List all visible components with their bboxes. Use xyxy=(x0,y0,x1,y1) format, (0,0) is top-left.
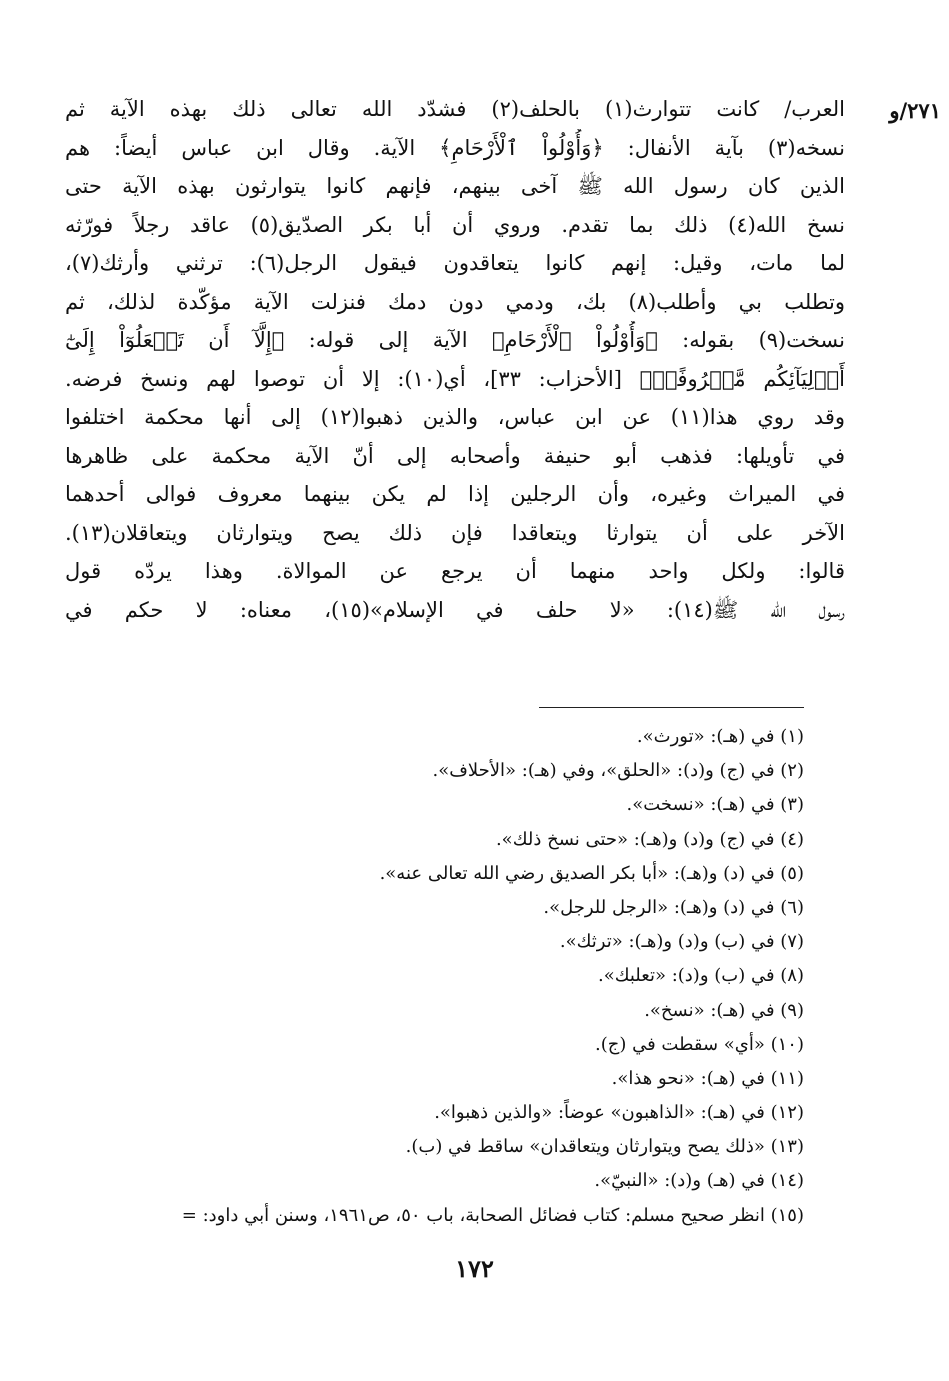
text-line: نسخ الله(٤) ذلك بما تقدم. وروي أن أبا بكر الصدّيق(٥) عاقد رجلاً فورّثه xyxy=(65,212,845,237)
footnote-separator xyxy=(539,707,804,708)
text-line: قالوا: ولكل واحد منهما أن يرجع عن الموالاة. وهذا يردّه قول xyxy=(65,559,845,583)
footnote: (١٢) في (هـ): «الذاهبون» عوضاً: «والذين ذهبوا». xyxy=(434,1102,804,1124)
footnote: (٣) في (هـ): «نسخت». xyxy=(626,794,804,816)
footnote: (١٤) في (هـ) و(د): «النبيّ». xyxy=(594,1170,804,1192)
text-line: الذين كان رسول الله ﷺ آخى بينهم، فإنهم كانوا يتوارثون بهذه الآية حتى xyxy=(65,174,845,198)
footnote: (٢) في (ج) و(د): «الحلق»، وفي (هـ): «الأحلاف». xyxy=(432,760,804,782)
footnote: (١٣) «ذلك يصح ويتوارثان ويتعاقدان» ساقط في (ب). xyxy=(405,1136,804,1158)
text-line: وتطلب بي وأطلب(٨) بك، ودمي دون دمك فنزلت الآية مؤكّدة لذلك، ثم xyxy=(65,289,845,314)
footnote: (٨) في (ب) و(د): «تعلبك». xyxy=(597,965,804,987)
text-line: نسخت(٩) بقوله: ﴿وَأُوْلُواْ ٱلْأَرْحَامِ﴾ الآية إلى قوله: ﴿إِلَّآ أَن تَفۡعَلُوٓاْ إِلَىٰٓ xyxy=(65,328,845,352)
text-line: في الميراث وغيره، وأن الرجلين إذا لم يكن بينهما معروف فوالى أحدهما xyxy=(65,482,845,506)
text-line: لما مات، وقيل: إنهم كانوا يتعاقدون فيقول الرجل(٦): ترثني وأرثك(٧)، xyxy=(65,251,845,275)
footnote: (٧) في (ب) و(د) و(هـ): «ترثك». xyxy=(559,931,804,953)
footnote: (١٥) انظر صحيح مسلم: كتاب فضائل الصحابة، باب ٥٠، ص١٩٦١، وسنن أبي داود: = xyxy=(181,1204,804,1226)
text-line: العرب/ كانت تتوارث(١) بالحلف(٢) فشدّد الله تعالى ذلك بهذه الآية ثم xyxy=(65,97,845,121)
text-line: أَوۡلِيَآئِكُم مَّعۡرُوفًاۚ﴾ [الأحزاب: ٣٣]، أي(١٠): إلا أن توصوا لهم ونسخ فرضه. xyxy=(65,366,845,391)
text-line: في تأويلها: فذهب أبو حنيفة وأصحابه إلى أنّ الآية محكمة على ظاهرها xyxy=(65,443,845,468)
footnote: (١) في (هـ): «تورث». xyxy=(636,726,804,747)
text-line: وقد روي هذا(١١) عن ابن عباس، والذين ذهبوا(١٢) إلى أنها محكمة اختلفوا xyxy=(65,405,845,429)
footnote: (٩) في (هـ): «نسخ». xyxy=(644,999,804,1021)
footnote: (٥) في (د) و(هـ): «أبا بكر الصديق رضي الله تعالى عنه». xyxy=(379,862,804,884)
page-number: ١٧٢ xyxy=(455,1254,494,1283)
footnote: (٤) في (ج) و(د) و(هـ): «حتى نسخ ذلك». xyxy=(495,828,804,850)
text-line: الآخر على أن يتوارثا ويتعاقدا فإن ذلك يصح ويتوارثان ويتعاقلان(١٣). xyxy=(65,520,845,545)
footnote: (١١) في (هـ): «نحو هذا». xyxy=(611,1067,804,1089)
text-line: رسول الله ﷺ(١٤): «لا حلف في الإسلام»(١٥)، معناه: لا حكم في xyxy=(65,597,845,622)
footnotes xyxy=(14,720,804,1233)
footnote: (١٠) «أي» سقطت في (ج). xyxy=(594,1033,804,1055)
main-text xyxy=(65,90,845,629)
manuscript-folio-note: ٢٧١/و xyxy=(889,98,941,123)
text-line: نسخه(٣) بآية الأنفال: ﴿وَأُوْلُواْ ٱلْأَرْحَامِ﴾ الآية. وقال ابن عباس أيضاً: هم xyxy=(65,135,845,160)
footnote: (٦) في (د) و(هـ): «الرجل للرجل». xyxy=(543,896,804,918)
